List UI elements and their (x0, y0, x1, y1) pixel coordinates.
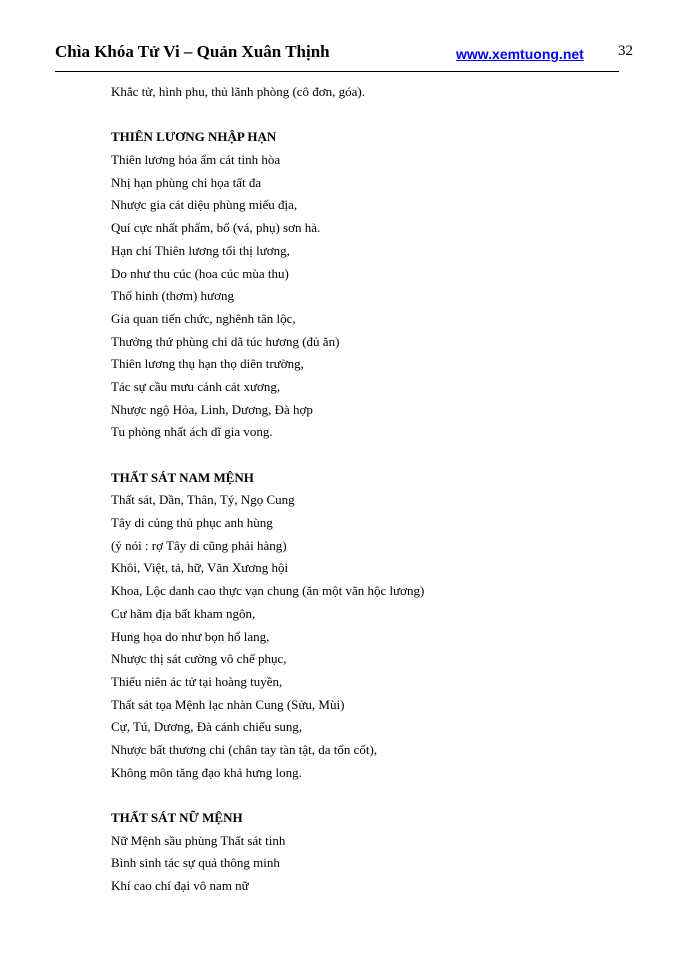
verse-line: Thiếu niên ác tử tại hoàng tuyền, (111, 673, 283, 689)
verse-line: Nhược bất thương chi (chân tay tàn tật, da tổn cốt), (111, 741, 378, 757)
verse-line: Thiên lương thụ hạn thọ diên trường, (111, 356, 304, 372)
verse-line: Do như thu cúc (hoa cúc mùa thu) (111, 265, 289, 281)
verse-line: Nhược thị sát cường vô chế phục, (111, 651, 287, 667)
verse-line: Khí cao chí đại vô nam nữ (111, 878, 249, 894)
verse-line: Thất sát, Dần, Thân, Tý, Ngọ Cung (111, 492, 295, 508)
verse-line: Nhược gia cát diệu phùng miếu địa, (111, 197, 298, 213)
verse-line: Thiên lương hóa ẩm cát tinh hòa (111, 152, 281, 168)
verse-line: Không môn tăng đạo khả hưng long. (111, 764, 302, 780)
verse-line: Quí cực nhất phẩm, bổ (vá, phụ) sơn hà. (111, 220, 321, 236)
verse-line: Bình sinh tác sự quả thông minh (111, 855, 280, 871)
verse-line: Thổ hinh (thơm) hương (111, 288, 234, 304)
website-link[interactable]: www.xemtuong.net (456, 46, 584, 62)
verse-line: (ý nói : rợ Tây di cũng phải hàng) (111, 537, 287, 553)
verse-line: Hạn chí Thiên lương tối thị lương, (111, 242, 290, 258)
verse-line: Thưởng thứ phùng chi dã túc hương (đủ ăn) (111, 333, 340, 349)
section-thien-luong (111, 126, 651, 444)
verse-line: Khoa, Lộc danh cao thực vạn chung (ăn một vãn hộc lương) (111, 583, 425, 599)
verse-line: Nhị hạn phùng chi họa tất đa (111, 174, 262, 190)
verse-line: Cự, Tú, Dương, Đà cánh chiếu sung, (111, 719, 303, 735)
verse-line: Tác sự cầu mưu cánh cát xương, (111, 378, 281, 394)
spacer (111, 104, 651, 127)
page-header (0, 0, 686, 76)
book-title: Chìa Khóa Tử Vi – Quản Xuân Thịnh (55, 42, 330, 61)
verse-line: Gia quan tiến chức, nghênh tân lộc, (111, 310, 296, 326)
intro-line: Khắc tử, hình phu, thủ lãnh phòng (cô đơn, góa). (111, 84, 366, 99)
spacer (111, 784, 651, 807)
spacer (111, 444, 651, 467)
verse-line: Nữ Mệnh sầu phùng Thất sát tinh (111, 832, 286, 848)
verse-line: Nhược ngộ Hỏa, Linh, Dương, Đà hợp (111, 401, 313, 417)
verse-line: Cư hãm địa bất kham ngôn, (111, 605, 256, 621)
verse-line: Thất sát tọa Mệnh lạc nhàn Cung (Sửu, Mùi) (111, 696, 345, 712)
section-that-sat-nu-menh (111, 807, 651, 898)
verse-line: Khôi, Việt, tả, hữ, Văn Xương hội (111, 560, 289, 576)
page-content (111, 81, 651, 898)
section-that-sat-nam-menh (111, 467, 651, 785)
verse-line: Hung họa do như bọn hổ lang, (111, 628, 270, 644)
verse-line: Tây di củng thủ phục anh hùng (111, 515, 273, 531)
header-divider (55, 71, 619, 72)
verse-line: Tu phòng nhất ách dĩ gia vong. (111, 424, 273, 440)
section-heading: THẤT SÁT NAM MỆNH (111, 469, 254, 485)
section-heading: THẤT SÁT NỮ MỆNH (111, 810, 243, 825)
page-number: 32 (618, 43, 633, 59)
section-heading: THIÊN LƯƠNG NHẬP HẠN (111, 129, 277, 145)
